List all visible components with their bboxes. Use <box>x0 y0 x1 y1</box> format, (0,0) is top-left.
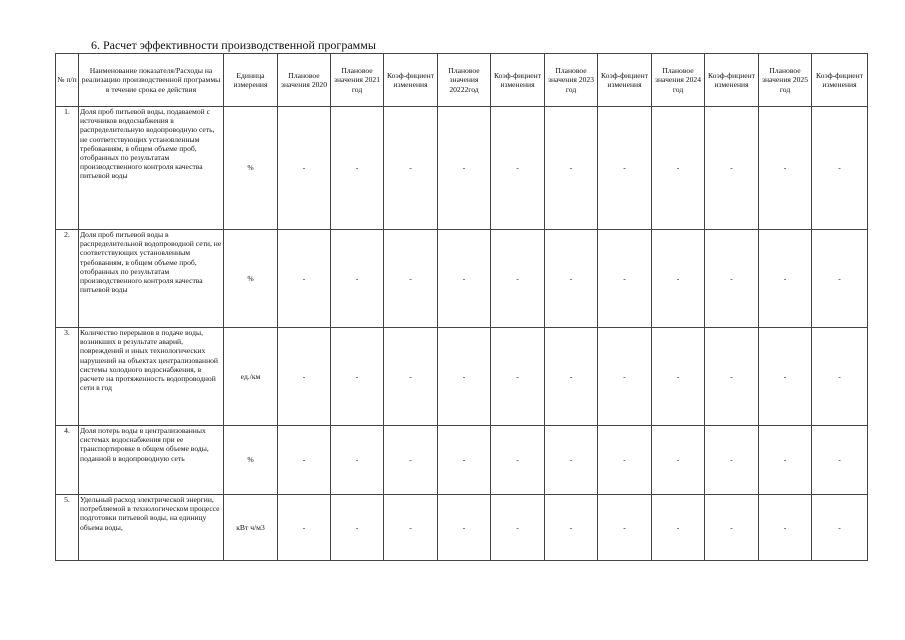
header-cell: Коэф-фициент изменения <box>812 54 868 107</box>
header-cell: Единица измерения <box>224 54 278 107</box>
indicator-name: Количество перерывов в подаче воды, возникших в результате аварий, повреждений и иных технологических нарушений на объектах централизованной системы холодного водоснабжения, в расчете на протяженность водопроводной сети в год <box>79 328 224 426</box>
value-cell: - <box>598 230 652 328</box>
value-cell: - <box>598 495 652 561</box>
value-cell: - <box>652 107 705 230</box>
header-cell: Плановое значения 2024 год <box>652 54 705 107</box>
value-cell: - <box>705 107 759 230</box>
value-cell: - <box>545 495 598 561</box>
value-cell: - <box>438 328 491 426</box>
unit-cell: ед./км <box>224 328 278 426</box>
value-cell: - <box>278 495 331 561</box>
value-cell: - <box>705 426 759 495</box>
value-cell: - <box>759 426 812 495</box>
value-cell: - <box>278 230 331 328</box>
value-cell: - <box>545 426 598 495</box>
row-number: 4. <box>56 426 79 495</box>
value-cell: - <box>812 328 868 426</box>
value-cell: - <box>331 230 384 328</box>
value-cell: - <box>491 328 545 426</box>
page-title: 6. Расчет эффективности производственной программы <box>91 38 376 52</box>
table-row <box>56 107 868 230</box>
value-cell: - <box>331 495 384 561</box>
indicator-name: Доля проб питьевой воды в распределительной водопроводной сети, не соответствующих установленным требованиям, в общем объеме проб, отобранных по результатам производственного контроля качества питьевой воды <box>79 230 224 328</box>
table-row <box>56 230 868 328</box>
header-cell: Наименование показателя/Расходы на реализацию производственной программы в течение срока ее действия <box>79 54 224 107</box>
value-cell: - <box>331 107 384 230</box>
header-cell: Плановое значения 2021 год <box>331 54 384 107</box>
unit-cell: кВт ч/м3 <box>224 495 278 561</box>
value-cell: - <box>491 426 545 495</box>
value-cell: - <box>331 328 384 426</box>
value-cell: - <box>278 426 331 495</box>
value-cell: - <box>598 426 652 495</box>
indicator-name: Доля проб питьевой воды, подаваемой с источников водоснабжения в распределительную водопроводную сеть, не соответствующих установленным требованиям, в общем объеме проб, отобранных по результатам производственного контроля качества питьевой воды <box>79 107 224 230</box>
value-cell: - <box>545 230 598 328</box>
unit-cell: % <box>224 107 278 230</box>
value-cell: - <box>384 328 438 426</box>
table-row <box>56 328 868 426</box>
value-cell: - <box>384 426 438 495</box>
value-cell: - <box>652 495 705 561</box>
value-cell: - <box>812 107 868 230</box>
value-cell: - <box>438 426 491 495</box>
value-cell: - <box>812 495 868 561</box>
row-number: 2. <box>56 230 79 328</box>
header-cell: Плановое значения 20222год <box>438 54 491 107</box>
value-cell: - <box>384 230 438 328</box>
header-cell: Коэф-фициент изменения <box>705 54 759 107</box>
value-cell: - <box>384 107 438 230</box>
header-cell: Коэф-фициент изменения <box>491 54 545 107</box>
row-number: 1. <box>56 107 79 230</box>
value-cell: - <box>652 328 705 426</box>
table-row <box>56 426 868 495</box>
value-cell: - <box>438 107 491 230</box>
header-cell: Плановое значения 2023 год <box>545 54 598 107</box>
value-cell: - <box>438 495 491 561</box>
value-cell: - <box>652 230 705 328</box>
unit-cell: % <box>224 230 278 328</box>
value-cell: - <box>438 230 491 328</box>
value-cell: - <box>384 495 438 561</box>
row-number: 3. <box>56 328 79 426</box>
value-cell: - <box>491 230 545 328</box>
value-cell: - <box>491 107 545 230</box>
header-cell: Плановое значения 2020 <box>278 54 331 107</box>
efficiency-table <box>55 53 868 561</box>
value-cell: - <box>278 107 331 230</box>
value-cell: - <box>545 107 598 230</box>
value-cell: - <box>598 328 652 426</box>
value-cell: - <box>812 426 868 495</box>
value-cell: - <box>705 495 759 561</box>
value-cell: - <box>812 230 868 328</box>
header-cell: № п/п <box>56 54 79 107</box>
unit-cell: % <box>224 426 278 495</box>
value-cell: - <box>759 230 812 328</box>
value-cell: - <box>491 495 545 561</box>
value-cell: - <box>331 426 384 495</box>
value-cell: - <box>705 328 759 426</box>
value-cell: - <box>759 107 812 230</box>
value-cell: - <box>598 107 652 230</box>
header-cell: Коэф-фициент изменения <box>384 54 438 107</box>
header-row <box>56 54 868 107</box>
value-cell: - <box>759 495 812 561</box>
row-number: 5. <box>56 495 79 561</box>
indicator-name: Доля потерь воды в централизованных системах водоснабжения при ее транспортировке в общем объеме воды, поданной в водопроводную сеть <box>79 426 224 495</box>
value-cell: - <box>759 328 812 426</box>
value-cell: - <box>652 426 705 495</box>
value-cell: - <box>545 328 598 426</box>
header-cell: Плановое значения 2025 год <box>759 54 812 107</box>
value-cell: - <box>705 230 759 328</box>
table-row <box>56 495 868 561</box>
indicator-name: Удельный расход электрической энергии, потребляемой в технологическом процессе подготовки питьевой воды, на единицу объема воды, <box>79 495 224 561</box>
header-cell: Коэф-фициент изменения <box>598 54 652 107</box>
value-cell: - <box>278 328 331 426</box>
